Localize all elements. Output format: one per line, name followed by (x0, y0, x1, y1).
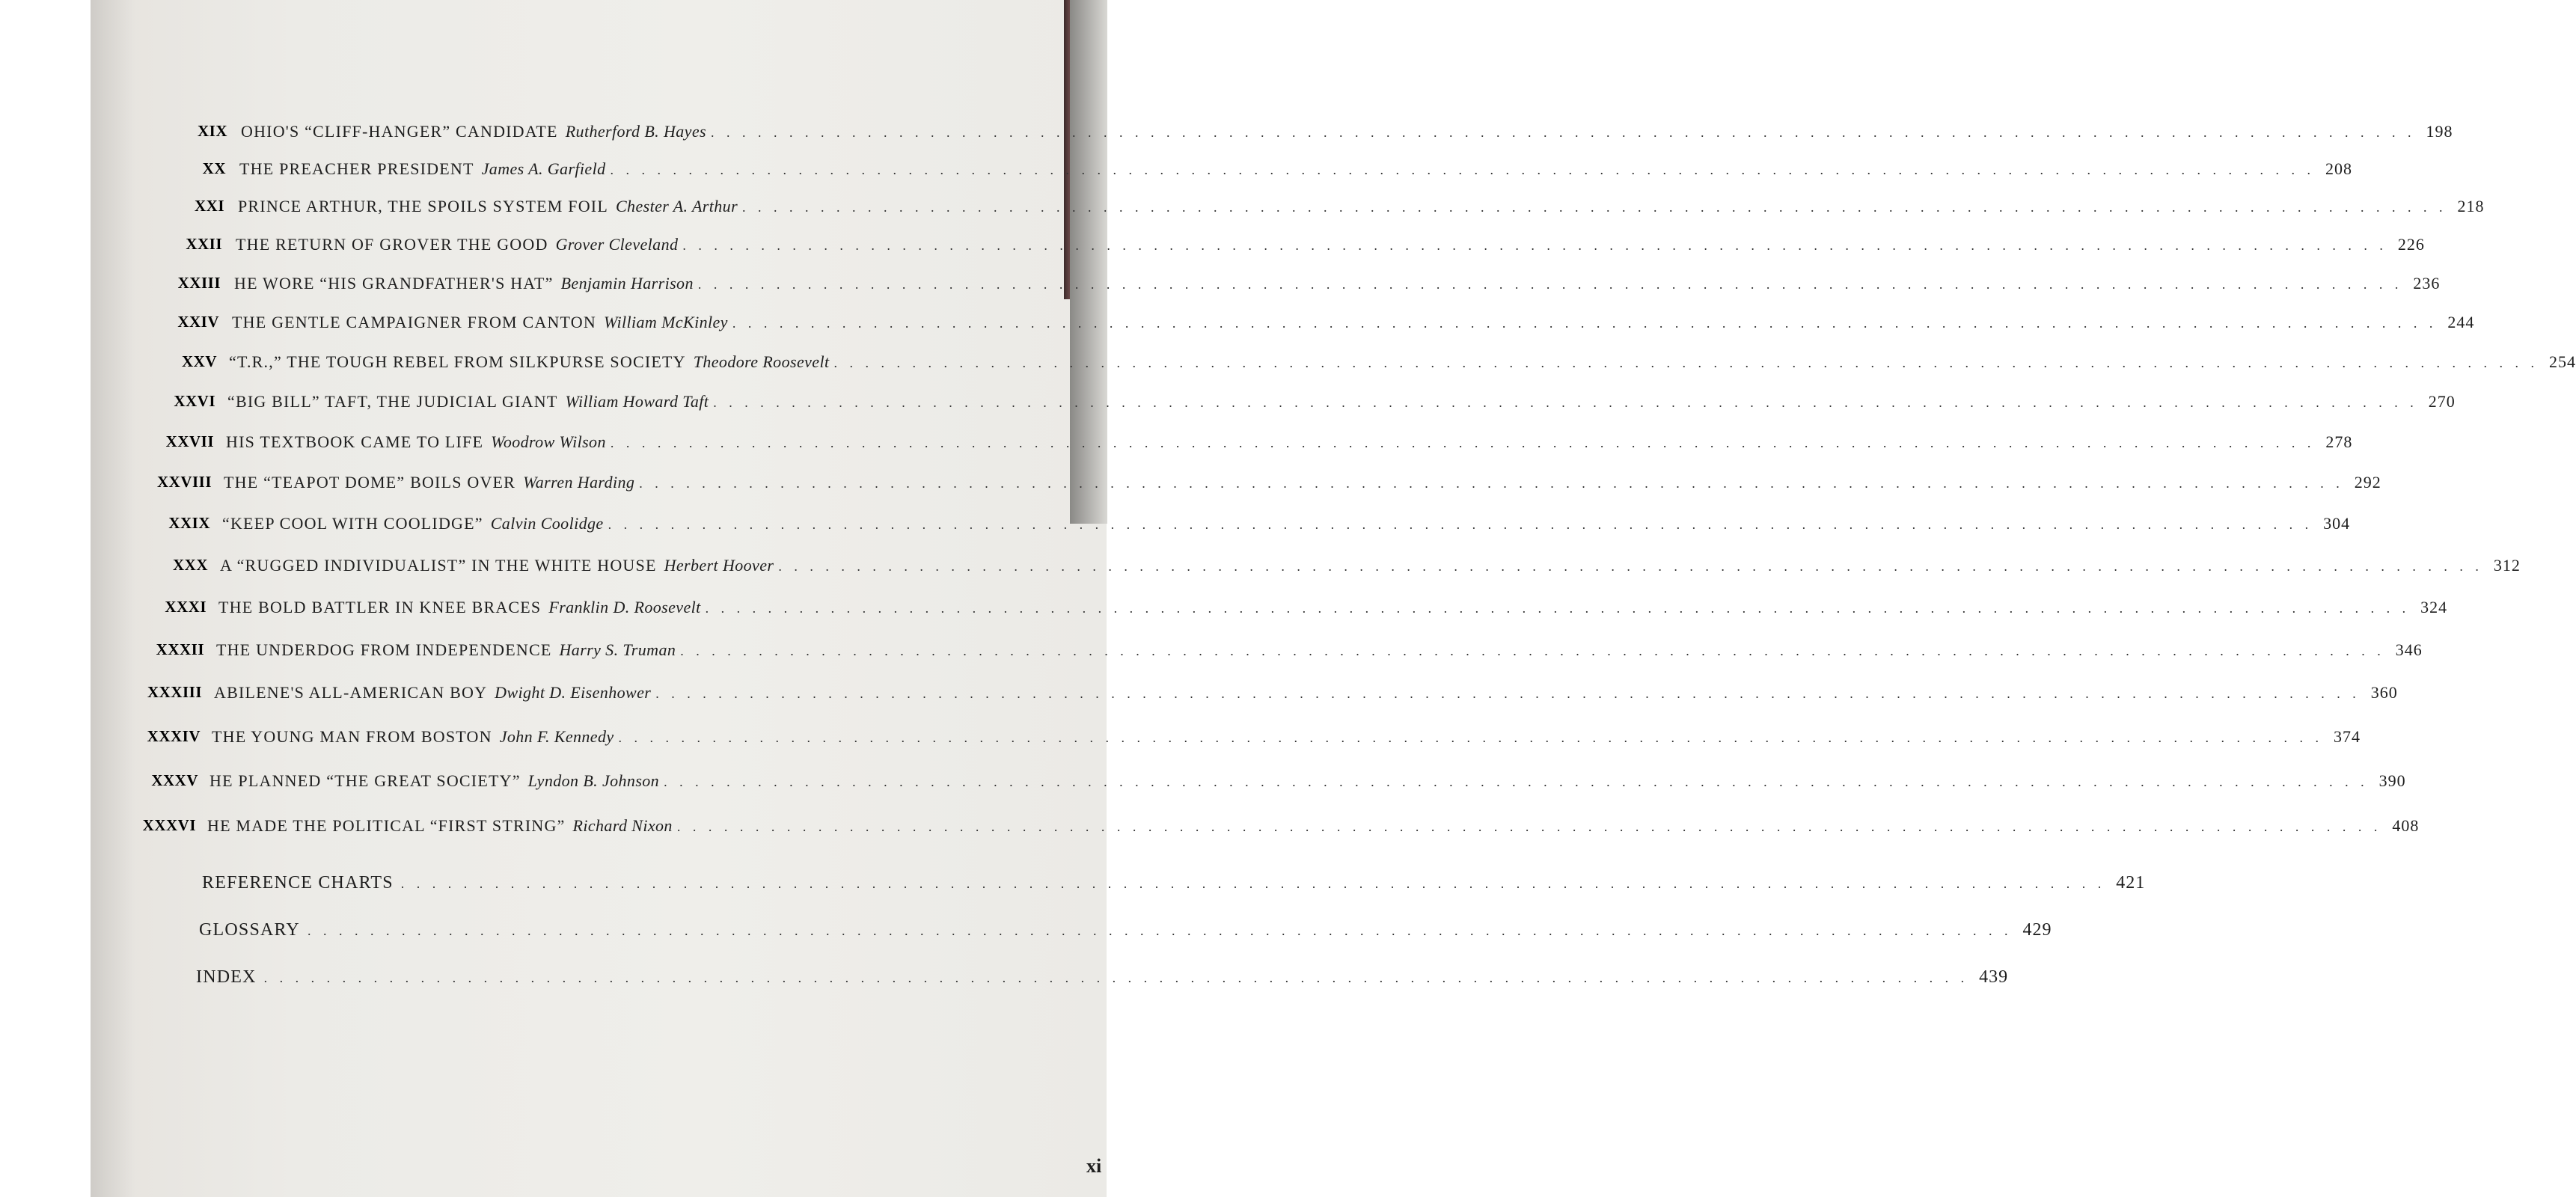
chapter-number: XXVI (174, 392, 215, 410)
president-name: Dwight D. Eisenhower (495, 683, 652, 702)
chapter-number: XXIV (177, 313, 219, 331)
chapter-title: HIS TEXTBOOK CAME TO LIFE (226, 432, 484, 451)
page-number: 408 (2392, 816, 2420, 835)
page-number: 346 (2395, 640, 2423, 659)
toc-entry (214, 683, 2398, 705)
chapter-title: ABILENE'S ALL-AMERICAN BOY (214, 683, 488, 702)
dot-leader: . . . . . . . . . . . . . . . . . . . . . . . . . . . . . . . . . . . . . . . . . . . . . . . . . . . . . . . . . . . . . . . . . . . . . . . . . . . . . . . . . . . . . . . . . . . . . . . . . . . . . . . . . . . . . (263, 970, 1969, 985)
page-number: 208 (2325, 159, 2353, 178)
dot-leader: . . . . . . . . . . . . . . . . . . . . . . . . . . . . . . . . . . . . . . . . . . . . . . . . . . . . . . . . . . . . . . . . . . . . . . . . . . . . . . . . . . . . . . . . . . . . . . . . . . . . . . . . . . . . . (608, 517, 2313, 532)
toc-entry (222, 514, 2351, 536)
chapter-title: THE “TEAPOT DOME” BOILS OVER (224, 473, 516, 492)
dot-leader: . . . . . . . . . . . . . . . . . . . . . . . . . . . . . . . . . . . . . . . . . . . . . . . . . . . . . . . . . . . . . . . . . . . . . . . . . . . . . . . . . . . . . . . . . . . . . . . . . . . . . . . . . . . . . (639, 476, 2344, 491)
back-matter-title: INDEX (196, 967, 257, 987)
toc-entry (220, 556, 2521, 578)
toc-entry (226, 432, 2353, 455)
chapter-number: XXXI (165, 598, 206, 616)
chapter-number: XXI (194, 197, 224, 215)
chapter-number: XXIX (168, 514, 210, 532)
dot-leader: . . . . . . . . . . . . . . . . . . . . . . . . . . . . . . . . . . . . . . . . . . . . . . . . . . . . . . . . . . . . . . . . . . . . . . . . . . . . . . . . . . . . . . . . . . . . . . . . . . . . . . . . . . . . . (705, 601, 2411, 616)
chapter-number: XXV (182, 352, 217, 370)
chapter-title: HE MADE THE POLITICAL “FIRST STRING” (207, 816, 566, 835)
president-name: John F. Kennedy (499, 727, 614, 746)
chapter-title: “BIG BILL” TAFT, THE JUDICIAL GIANT (227, 392, 558, 411)
page-number: 304 (2323, 514, 2351, 533)
back-matter-entry (196, 967, 2009, 990)
dot-leader: . . . . . . . . . . . . . . . . . . . . . . . . . . . . . . . . . . . . . . . . . . . . . . . . . . . . . . . . . . . . . . . . . . . . . . . . . . . . . . . . . . . . . . . . . . . . . . . . . . . . . . . . . . . . . (713, 395, 2418, 410)
president-name: Lyndon B. Johnson (527, 771, 660, 790)
president-name: Benjamin Harrison (560, 274, 694, 293)
page-number: 278 (2325, 432, 2353, 451)
page-number: 429 (2022, 920, 2052, 940)
page-number: 374 (2334, 727, 2361, 746)
page-number: 360 (2370, 683, 2398, 702)
president-name: William McKinley (603, 313, 728, 331)
dot-leader: . . . . . . . . . . . . . . . . . . . . . . . . . . . . . . . . . . . . . . . . . . . . . . . . . . . . . . . . . . . . . . . . . . . . . . . . . . . . . . . . . . . . . . . . . . . . . . . . . . . . . . . . . . . . . (618, 730, 2324, 745)
president-name: William Howard Taft (565, 392, 709, 411)
chapter-number: XXVIII (156, 473, 212, 491)
president-name: Rutherford B. Hayes (565, 122, 706, 141)
chapter-number: XX (202, 159, 226, 177)
chapter-title: THE GENTLE CAMPAIGNER FROM CANTON (232, 313, 596, 331)
toc-entry (218, 598, 2448, 620)
chapter-number: XXX (173, 556, 208, 574)
page-folio: xi (1086, 1155, 1102, 1177)
dot-leader: . . . . . . . . . . . . . . . . . . . . . . . . . . . . . . . . . . . . . . . . . . . . . . . . . . . . . . . . . . . . . . . . . . . . . . . . . . . . . . . . . . . . . . . . . . . . . . . . . . . . . . . . . . . . . (676, 819, 2382, 834)
president-name: Woodrow Wilson (491, 432, 606, 451)
chapter-title: “T.R.,” THE TOUGH REBEL FROM SILKPURSE SOCIETY (229, 352, 686, 371)
dot-leader: . . . . . . . . . . . . . . . . . . . . . . . . . . . . . . . . . . . . . . . . . . . . . . . . . . . . . . . . . . . . . . . . . . . . . . . . . . . . . . . . . . . . . . . . . . . . . . . . . . . . . . . . . . . . . (680, 643, 2385, 658)
toc-entry (236, 235, 2425, 257)
page-number: 218 (2457, 197, 2485, 215)
dot-leader: . . . . . . . . . . . . . . . . . . . . . . . . . . . . . . . . . . . . . . . . . . . . . . . . . . . . . . . . . . . . . . . . . . . . . . . . . . . . . . . . . . . . . . . . . . . . . . . . . . . . . . . . . . . . . (664, 774, 2369, 789)
page-number: 254 (2548, 352, 2576, 371)
chapter-title: PRINCE ARTHUR, THE SPOILS SYSTEM FOIL (238, 197, 608, 215)
chapter-title: THE YOUNG MAN FROM BOSTON (212, 727, 492, 746)
back-matter-entry (202, 873, 2146, 896)
dot-leader: . . . . . . . . . . . . . . . . . . . . . . . . . . . . . . . . . . . . . . . . . . . . . . . . . . . . . . . . . . . . . . . . . . . . . . . . . . . . . . . . . . . . . . . . . . . . . . . . . . . . . . . . . . . . . (710, 125, 2416, 140)
dot-leader: . . . . . . . . . . . . . . . . . . . . . . . . . . . . . . . . . . . . . . . . . . . . . . . . . . . . . . . . . . . . . . . . . . . . . . . . . . . . . . . . . . . . . . . . . . . . . . . . . . . . . . . . . . . . . (682, 238, 2387, 253)
chapter-number: XXXVI (142, 816, 196, 834)
toc-entry (227, 392, 2456, 414)
chapter-title: THE UNDERDOG FROM INDEPENDENCE (216, 640, 552, 659)
toc-entry (209, 771, 2406, 794)
president-name: Chester A. Arthur (615, 197, 738, 215)
toc-entry (212, 727, 2361, 750)
dot-leader: . . . . . . . . . . . . . . . . . . . . . . . . . . . . . . . . . . . . . . . . . . . . . . . . . . . . . . . . . . . . . . . . . . . . . . . . . . . . . . . . . . . . . . . . . . . . . . . . . . . . . . . . . . . . . (610, 162, 2316, 177)
page-number: 390 (2378, 771, 2406, 790)
dot-leader: . . . . . . . . . . . . . . . . . . . . . . . . . . . . . . . . . . . . . . . . . . . . . . . . . . . . . . . . . . . . . . . . . . . . . . . . . . . . . . . . . . . . . . . . . . . . . . . . . . . . . . . . . . . . . (732, 316, 2438, 331)
president-name: Calvin Coolidge (490, 514, 604, 533)
page-number: 236 (2413, 274, 2441, 293)
dot-leader: . . . . . . . . . . . . . . . . . . . . . . . . . . . . . . . . . . . . . . . . . . . . . . . . . . . . . . . . . . . . . . . . . . . . . . . . . . . . . . . . . . . . . . . . . . . . . . . . . . . . . . . . . . . . . (833, 355, 2539, 370)
dot-leader: . . . . . . . . . . . . . . . . . . . . . . . . . . . . . . . . . . . . . . . . . . . . . . . . . . . . . . . . . . . . . . . . . . . . . . . . . . . . . . . . . . . . . . . . . . . . . . . . . . . . . . . . . . . . . (610, 435, 2316, 450)
back-matter-title: REFERENCE CHARTS (202, 873, 394, 893)
back-matter-title: GLOSSARY (199, 920, 300, 940)
dot-leader: . . . . . . . . . . . . . . . . . . . . . . . . . . . . . . . . . . . . . . . . . . . . . . . . . . . . . . . . . . . . . . . . . . . . . . . . . . . . . . . . . . . . . . . . . . . . . . . . . . . . . . . . . . . . . (778, 559, 2483, 574)
president-name: Richard Nixon (572, 816, 673, 835)
chapter-number: XXIII (177, 274, 221, 292)
chapter-number: XIX (197, 122, 227, 140)
chapter-number: XXVII (165, 432, 214, 450)
chapter-title: THE BOLD BATTLER IN KNEE BRACES (218, 598, 542, 616)
page-number: 270 (2428, 392, 2456, 411)
toc-entry (216, 640, 2423, 663)
page-number: 226 (2397, 235, 2425, 254)
chapter-title: A “RUGGED INDIVIDUALIST” IN THE WHITE HOUSE (220, 556, 657, 575)
toc-entry (239, 159, 2353, 182)
toc-entry (241, 122, 2453, 144)
toc-entry (232, 313, 2475, 335)
president-name: James A. Garfield (481, 159, 606, 178)
page-number: 312 (2493, 556, 2521, 575)
president-name: Theodore Roosevelt (693, 352, 830, 371)
dot-leader: . . . . . . . . . . . . . . . . . . . . . . . . . . . . . . . . . . . . . . . . . . . . . . . . . . . . . . . . . . . . . . . . . . . . . . . . . . . . . . . . . . . . . . . . . . . . . . . . . . . . . . . . . . . . . (655, 686, 2361, 701)
president-name: Harry S. Truman (559, 640, 676, 659)
president-name: Warren Harding (523, 473, 635, 492)
chapter-title: HE WORE “HIS GRANDFATHER'S HAT” (234, 274, 554, 293)
president-name: Herbert Hoover (664, 556, 774, 575)
page-number: 421 (2116, 873, 2146, 893)
toc-entry (207, 816, 2420, 839)
dot-leader: . . . . . . . . . . . . . . . . . . . . . . . . . . . . . . . . . . . . . . . . . . . . . . . . . . . . . . . . . . . . . . . . . . . . . . . . . . . . . . . . . . . . . . . . . . . . . . . . . . . . . . . . . . . . . (307, 923, 2013, 938)
chapter-title: OHIO'S “CLIFF-HANGER” CANDIDATE (241, 122, 558, 141)
chapter-number: XXXII (156, 640, 204, 658)
toc-entry (229, 352, 2576, 375)
dot-leader: . . . . . . . . . . . . . . . . . . . . . . . . . . . . . . . . . . . . . . . . . . . . . . . . . . . . . . . . . . . . . . . . . . . . . . . . . . . . . . . . . . . . . . . . . . . . . . . . . . . . . . . . . . . . . (697, 277, 2403, 292)
back-matter-entry (199, 920, 2052, 943)
chapter-title: THE PREACHER PRESIDENT (239, 159, 474, 178)
chapter-title: “KEEP COOL WITH COOLIDGE” (222, 514, 483, 533)
president-name: Franklin D. Roosevelt (548, 598, 701, 616)
page-number: 324 (2420, 598, 2448, 616)
toc-entry (234, 274, 2441, 296)
chapter-number: XXXIV (147, 727, 201, 745)
page-number: 439 (1979, 967, 2009, 987)
page-number: 198 (2426, 122, 2453, 141)
dot-leader: . . . . . . . . . . . . . . . . . . . . . . . . . . . . . . . . . . . . . . . . . . . . . . . . . . . . . . . . . . . . . . . . . . . . . . . . . . . . . . . . . . . . . . . . . . . . . . . . . . . . . . . . . . . . . (400, 876, 2106, 891)
chapter-title: HE PLANNED “THE GREAT SOCIETY” (209, 771, 521, 790)
chapter-title: THE RETURN OF GROVER THE GOOD (236, 235, 548, 254)
chapter-number: XXII (186, 235, 222, 253)
president-name: Grover Cleveland (555, 235, 679, 254)
chapter-number: XXXIII (147, 683, 202, 701)
toc-entry (224, 473, 2381, 495)
page-number: 292 (2354, 473, 2381, 492)
page-number: 244 (2447, 313, 2475, 331)
toc-entry (238, 197, 2485, 219)
dot-leader: . . . . . . . . . . . . . . . . . . . . . . . . . . . . . . . . . . . . . . . . . . . . . . . . . . . . . . . . . . . . . . . . . . . . . . . . . . . . . . . . . . . . . . . . . . . . . . . . . . . . . . . . . . . . . (742, 200, 2447, 215)
chapter-number: XXXV (151, 771, 198, 789)
